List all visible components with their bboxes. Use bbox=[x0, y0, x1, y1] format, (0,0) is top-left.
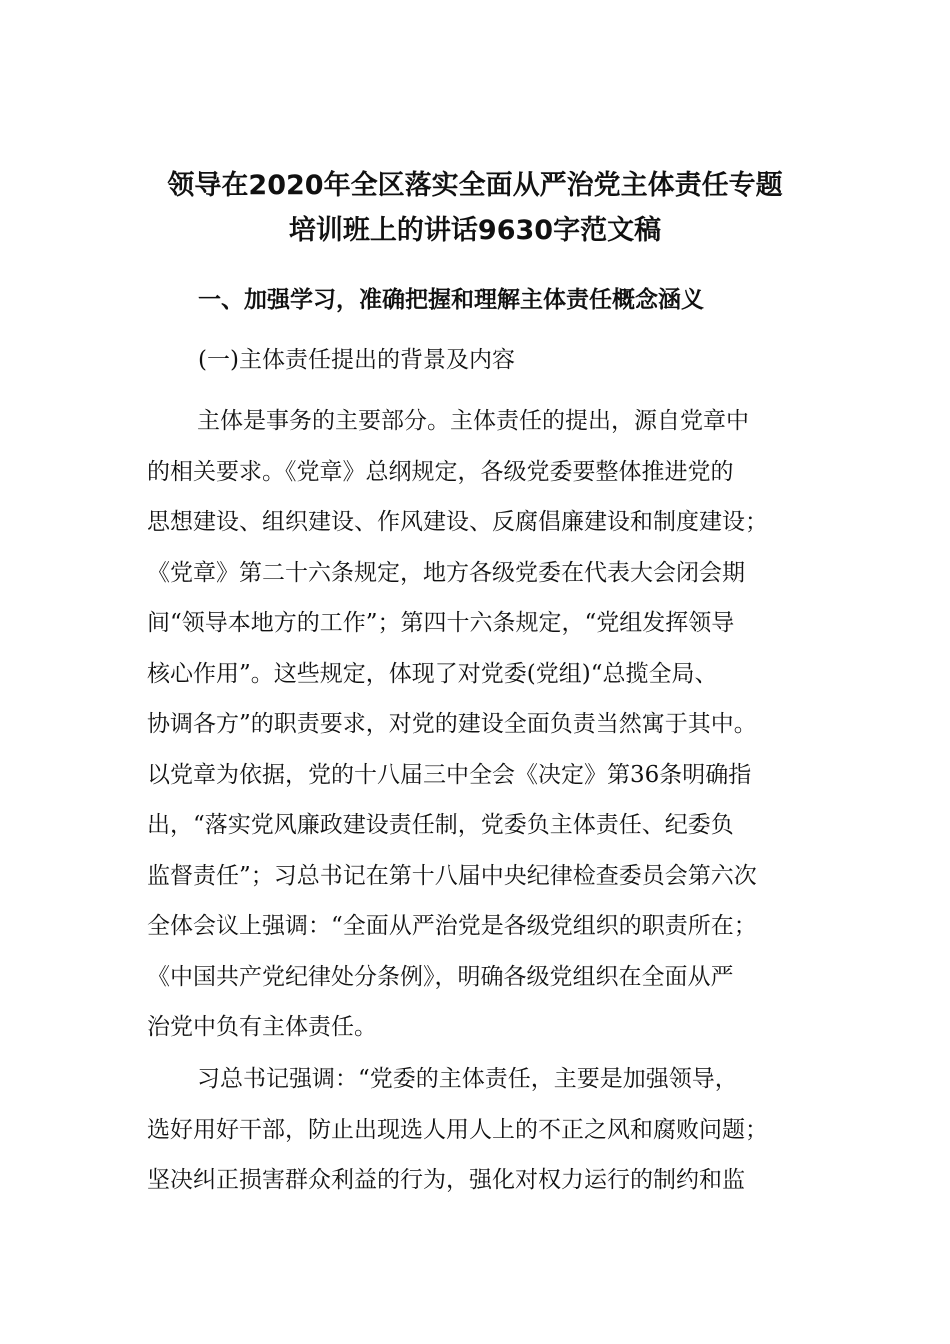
paragraph-line: 的相关要求。《党章》总纲规定，各级党委要整体推进党的 bbox=[147, 458, 734, 485]
document-title-line-1: 领导在2020年全区落实全面从严治党主体责任专题 bbox=[167, 170, 783, 201]
section-heading: 一、加强学习，准确把握和理解主体责任概念涵义 bbox=[198, 286, 704, 313]
paragraph-line: 坚决纠正损害群众利益的行为，强化对权力运行的制约和监 bbox=[147, 1167, 745, 1193]
paragraph-line: 选好用好干部，防止出现选人用人上的不正之风和腐败问题； bbox=[147, 1116, 768, 1143]
paragraph-line: 《党章》第二十六条规定，地方各级党委在代表大会闭会期 bbox=[147, 559, 745, 586]
paragraph-1 bbox=[147, 396, 807, 1053]
paragraph-line: 核心作用”。这些规定，体现了对党委(党组)“总揽全局、 bbox=[147, 660, 718, 687]
paragraph-line: 全体会议上强调：“全面从严治党是各级党组织的职责所在； bbox=[147, 913, 757, 939]
paragraph-line: 以党章为依据，党的十八届三中全会《决定》第36条明确指 bbox=[147, 761, 752, 788]
paragraph-2 bbox=[147, 1054, 807, 1206]
paragraph-line: 监督责任”；习总书记在第十八届中央纪律检查委员会第六次 bbox=[147, 862, 757, 889]
subsection-heading: (一)主体责任提出的背景及内容 bbox=[198, 347, 515, 373]
paragraph-line: 治党中负有主体责任。 bbox=[147, 1014, 377, 1040]
paragraph-line: 协调各方”的职责要求，对党的建设全面负责当然寓于其中。 bbox=[147, 711, 757, 737]
paragraph-line: 思想建设、组织建设、作风建设、反腐倡廉建设和制度建设； bbox=[147, 509, 768, 535]
paragraph-line: 出，“落实党风廉政建设责任制，党委负主体责任、纪委负 bbox=[147, 812, 734, 838]
paragraph-line: 主体是事务的主要部分。主体责任的提出，源自党章中 bbox=[197, 408, 749, 434]
paragraph-line: 《中国共产党纪律处分条例》，明确各级党组织在全面从严 bbox=[147, 963, 734, 990]
paragraph-line: 习总书记强调：“党委的主体责任，主要是加强领导， bbox=[197, 1066, 738, 1092]
document-title-line-2: 培训班上的讲话9630字范文稿 bbox=[288, 215, 662, 246]
paragraph-line: 间“领导本地方的工作”；第四十六条规定，“党组发挥领导 bbox=[147, 610, 735, 636]
